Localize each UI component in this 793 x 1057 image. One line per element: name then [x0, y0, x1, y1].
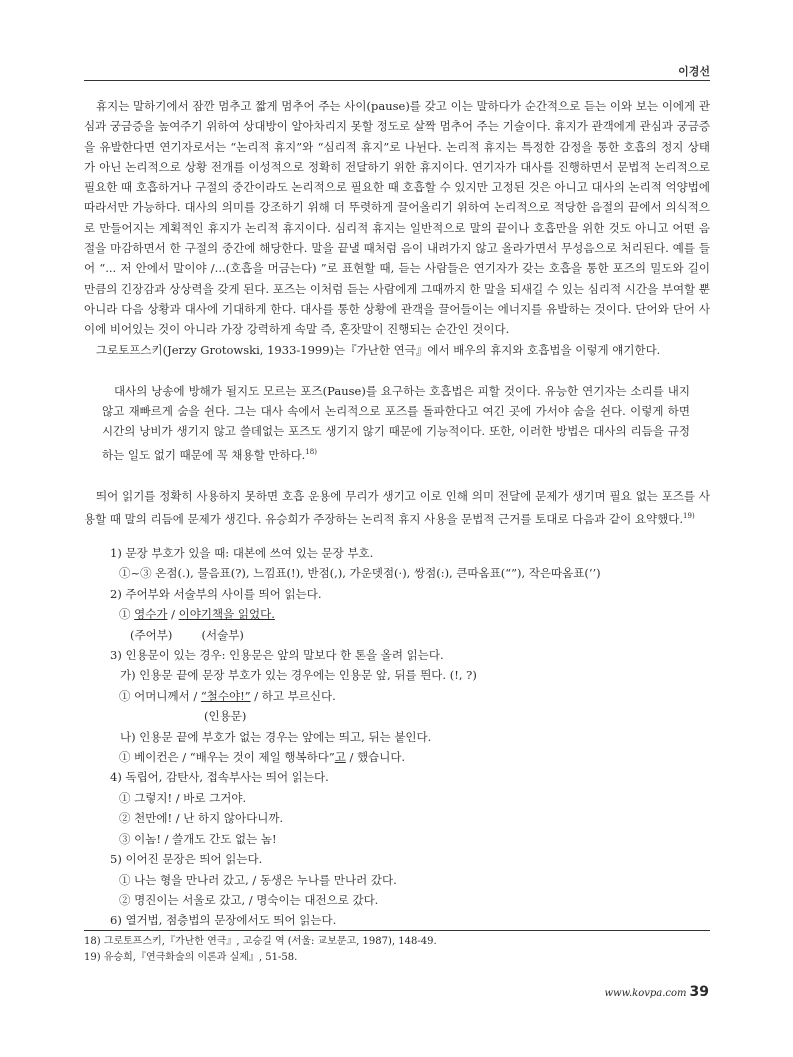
rule-3-ga-label: (인용문): [204, 709, 247, 724]
rule-6: 6) 열거법, 점층법의 문장에서도 띄어 읽는다.: [110, 913, 337, 928]
rule-2-labels: (주어부) (서술부): [130, 627, 244, 642]
footnote-ref-19: 19): [683, 512, 695, 521]
rule-list: [84, 543, 710, 931]
rule-3-na-example: ① 베이컨은 / “배우는 것이 제일 행복하다”고 / 했습니다.: [119, 750, 406, 765]
rule-5-example-1: ① 나는 형을 만나러 갔고, / 동생은 누나를 만나러 갔다.: [119, 872, 397, 887]
footnote-18: 18) 그로토프스키,『가난한 연극』, 고승길 역 (서울: 교보문고, 1987), 148-49.: [84, 936, 437, 947]
page-header-author: 이경선: [678, 65, 710, 78]
predicate-phrase: 이야기책을 읽었다.: [178, 607, 275, 622]
footer-url: www.kovpa.com: [604, 988, 687, 999]
page-footer: [604, 981, 709, 1000]
rule-1: 1) 문장 부호가 있을 때: 대본에 쓰여 있는 문장 부호.: [110, 546, 374, 560]
footnote-divider: [84, 930, 710, 931]
block-quote-text: 대사의 낭송에 방해가 될지도 모르는 포즈(Pause)를 요구하는 호흡법은 피할 것이다. 유능한 연기자는 소리를 내지 않고 재빠르게 숨을 쉰다. 그는 대사 속에서 논리적으로 포즈를 돌파한다고 여긴 곳에 가서야 숨을 쉰다. 이렇게 하면 시간의 낭비가 생기지 않고 쓸데없는 포즈도 생기지 않기 때문에 기능적이다. 또한, 이러한 방법은 대사의 리듬을 규정하는 일도 없기 때문에 꼭 채용할 만하다.: [102, 383, 690, 462]
rule-3-ga-example: ① 어머니께서 / “철수야!” / 하고 부르신다.: [119, 688, 336, 703]
rule-4-example-2: ② 천만에! / 난 하지 않아다니까.: [119, 811, 284, 826]
subject-phrase: 영수가: [134, 607, 168, 622]
page-number: 39: [689, 984, 709, 1000]
rule-5: 5) 이어진 문장은 띄어 읽는다.: [110, 852, 263, 867]
block-quote: [102, 381, 690, 465]
rule-4-example-3: ③ 이놈! / 쓸개도 간도 없는 놈!: [119, 831, 277, 846]
rule-3: 3) 인용문이 있는 경우: 인용문은 앞의 말보다 한 톤을 올려 읽는다.: [110, 648, 444, 663]
paragraph-3: [84, 486, 710, 529]
paragraph-1: 휴지는 말하기에서 잠깐 멈추고 짧게 멈추어 주는 사이(pause)를 갖고 이는 말하다가 순간적으로 듣는 이와 보는 이에게 관심과 궁금증을 높여주기 위하여 상대방이 알아차리지 못할 정도로 살짝 멈추어 주는 기술이다. 휴지가 관객에게 관심과 궁금증을 유발한다면 연기자로서는 “논리적 휴지”와 “심리적 휴지”로 나뉜다. 논리적 휴지는 특정한 감정을 통한 호흡의 정지 상태가 아닌 논리적으로 상황 전개를 이성적으로 정확히 전달하기 위한 휴지이다. 연기자가 대사를 진행하면서 문법적 논리적으로 필요한 때 호흡하거나 구절의 중간이라도 논리적으로 필요한 때 호흡할 수 있지만 고정된 것은 아니고 대사의 논리적 억양법에 따라서만 가능하다. 대사의 의미를 강조하기 위해 더 뚜렷하게 끌어올리기 위하여 논리적으로 적당한 음절의 끝에서 의식적으로 만들어지는 계획적인 휴지가 논리적 휴지이다. 심리적 휴지는 일반적으로 말의 끝이나 호흡만을 위한 것도 아니고 어떤 음절을 마감하면서 한 구절의 중간에 해당한다. 말을 끝낼 때처럼 음이 내려가지 않고 올라가면서 무성음으로 처리된다. 예를 들어 “... 저 안에서 말이야 /...(호흡을 머금는다) ”로 표현할 때, 듣는 사람들은 연기자가 갖는 호흡을 통한 포즈의 밀도와 길이만큼의 긴장감과 상상력을 갖게 된다. 포즈는 이처럼 듣는 사람에게 그때까지 한 말을 되새길 수 있는 심리적 시간을 부여할 뿐 아니라 다음 상황과 대사에 기대하게 한다. 대사를 통한 상황에 관객을 끌어들이는 에너지를 유발하는 것이다. 단어와 단어 사이에 비어있는 것이 아니라 가장 강력하게 속말 즉, 혼잣말이 진행되는 순간인 것이다.: [84, 99, 710, 337]
rule-5-example-2: ② 명진이는 서울로 갔고, / 명숙이는 대전으로 갔다.: [119, 892, 379, 907]
rule-3-ga: 가) 인용문 끝에 문장 부호가 있는 경우에는 인용문 앞, 뒤를 띈다. (!, ?): [120, 668, 477, 683]
quote-phrase: “철수야!”: [200, 688, 251, 703]
paragraph-2: 그로토프스키(Jerzy Grotowski, 1933-1999)는『가난한 연극』에서 배우의 휴지와 호흡법을 이렇게 얘기한다.: [96, 342, 661, 357]
rule-4: 4) 독립어, 감탄사, 접속부사는 띄어 읽는다.: [110, 770, 329, 785]
rule-1-example: ①~③ 온점(.), 물음표(?), 느낌표(!), 반점(,), 가운뎃점(·), 쌍점(:), 큰따옴표(“”), 작은따옴표(‘’): [119, 566, 601, 581]
footnote-19: 19) 유승희,『연극화술의 이론과 실제』, 51-58.: [84, 952, 298, 963]
rule-3-na: 나) 인용문 끝에 부호가 없는 경우는 앞에는 띄고, 뒤는 붙인다.: [120, 729, 432, 744]
rule-2: 2) 주어부와 서술부의 사이를 띄어 읽는다.: [110, 586, 322, 601]
rule-2-example: ① 영수가 / 이야기책을 읽었다.: [119, 607, 275, 622]
main-body: [84, 96, 710, 529]
header-divider: [84, 80, 710, 81]
footnotes: [84, 934, 437, 966]
rule-4-example-1: ① 그렇지! / 바로 그거야.: [119, 790, 247, 805]
footnote-ref-18: 18): [305, 447, 317, 456]
paragraph-3-text: 띄어 읽기를 정확히 사용하지 못하면 호흡 운용에 무리가 생기고 이로 인해 의미 전달에 문제가 생기며 필요 없는 포즈를 사용할 때 말의 리듬에 문제가 생긴다. 유승희가 주장하는 논리적 휴지 사용을 문법적 근거를 토대로 다음과 같이 요약했다.: [84, 488, 710, 526]
